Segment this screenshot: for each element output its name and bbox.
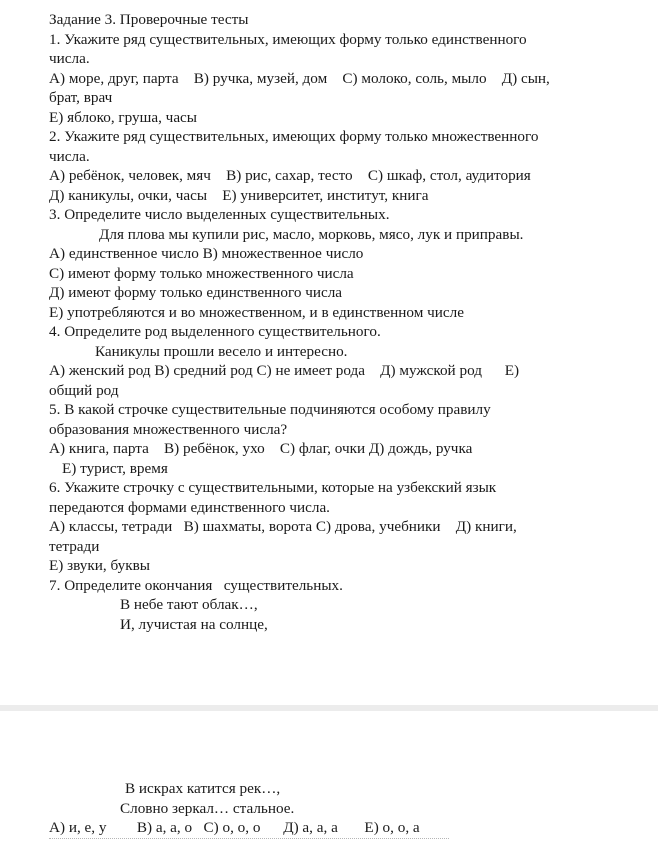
question-6-options-cont: тетради [49,537,100,555]
question-5-text: 5. В какой строчке существительные подчиняются особому правилу [49,401,491,418]
question-6-text: 6. Укажите строчку с существительными, которые на узбекский язык [49,479,497,496]
question-3-option-e: Е) употребляются и во множественном, и в единственном числе [49,303,464,321]
question-5-text-cont: образования множественного числа? [49,420,288,438]
question-7-poem-line-3: В искрах катится рек…, [125,780,281,797]
question-6-option-e: Е) звуки, буквы [49,557,150,574]
question-2-options: А) ребёнок, человек, мяч В) рис, сахар, тесто С) шкаф, стол, аудитория [49,167,531,184]
page-bottom [49,779,609,838]
question-4-options: А) женский род В) средний род С) не имеет рода Д) мужской род Е) [49,362,520,379]
question-1-text: 1. Укажите ряд существительных, имеющих форму только единственного [49,30,527,48]
page-separator [0,705,658,711]
question-3-text: 3. Определите число выделенных существительных. [49,206,390,223]
question-6-text-cont: передаются формами единственного числа. [49,498,330,516]
question-1-options: А) море, друг, парта В) ручка, музей, дом С) молоко, соль, мыло Д) сын, [49,69,550,87]
question-3-option-d: Д) имеют форму только единственного числа [49,284,343,301]
question-4-sentence: Каникулы прошли весело и интересно. [95,342,348,360]
question-1-options-cont: брат, врач [49,89,113,106]
question-2-options-cont: Д) каникулы, очки, часы Е) университет, институт, книга [49,186,429,204]
question-3-option-a: А) единственное число В) множественное число [49,245,364,262]
question-7-poem-line-4: Словно зеркал… стальное. [120,799,295,817]
question-4-options-cont: общий род [49,381,119,399]
cut-off-line [49,838,449,842]
question-5-options: А) книга, парта В) ребёнок, ухо С) флаг, очки Д) дождь, ручка [49,440,473,457]
question-3-sentence: Для плова мы купили рис, масло, морковь, мясо, лук и приправы. [99,225,524,243]
question-3-option-c: С) имеют форму только множественного числа [49,264,354,282]
question-2-text-cont: числа. [49,147,90,165]
question-7-poem-line-2: И, лучистая на солнце, [120,615,268,633]
question-7-text: 7. Определите окончания существительных. [49,576,343,594]
question-4-text: 4. Определите род выделенного существительного. [49,323,381,340]
page-title: Задание 3. Проверочные тесты [49,11,249,28]
question-1-option-e: Е) яблоко, груша, часы [49,108,198,126]
question-7-poem-line-1: В небе тают облак…, [120,596,258,613]
page-top [49,10,609,634]
question-7-options: А) и, е, у В) а, а, о С) о, о, о Д) а, а, а Е) о, о, а [49,819,420,836]
question-1-text-cont: числа. [49,50,90,67]
question-6-options: А) классы, тетради В) шахматы, ворота С) дрова, учебники Д) книги, [49,518,517,535]
question-2-text: 2. Укажите ряд существительных, имеющих форму только множественного [49,128,539,145]
question-5-option-e: Е) турист, время [62,459,168,477]
